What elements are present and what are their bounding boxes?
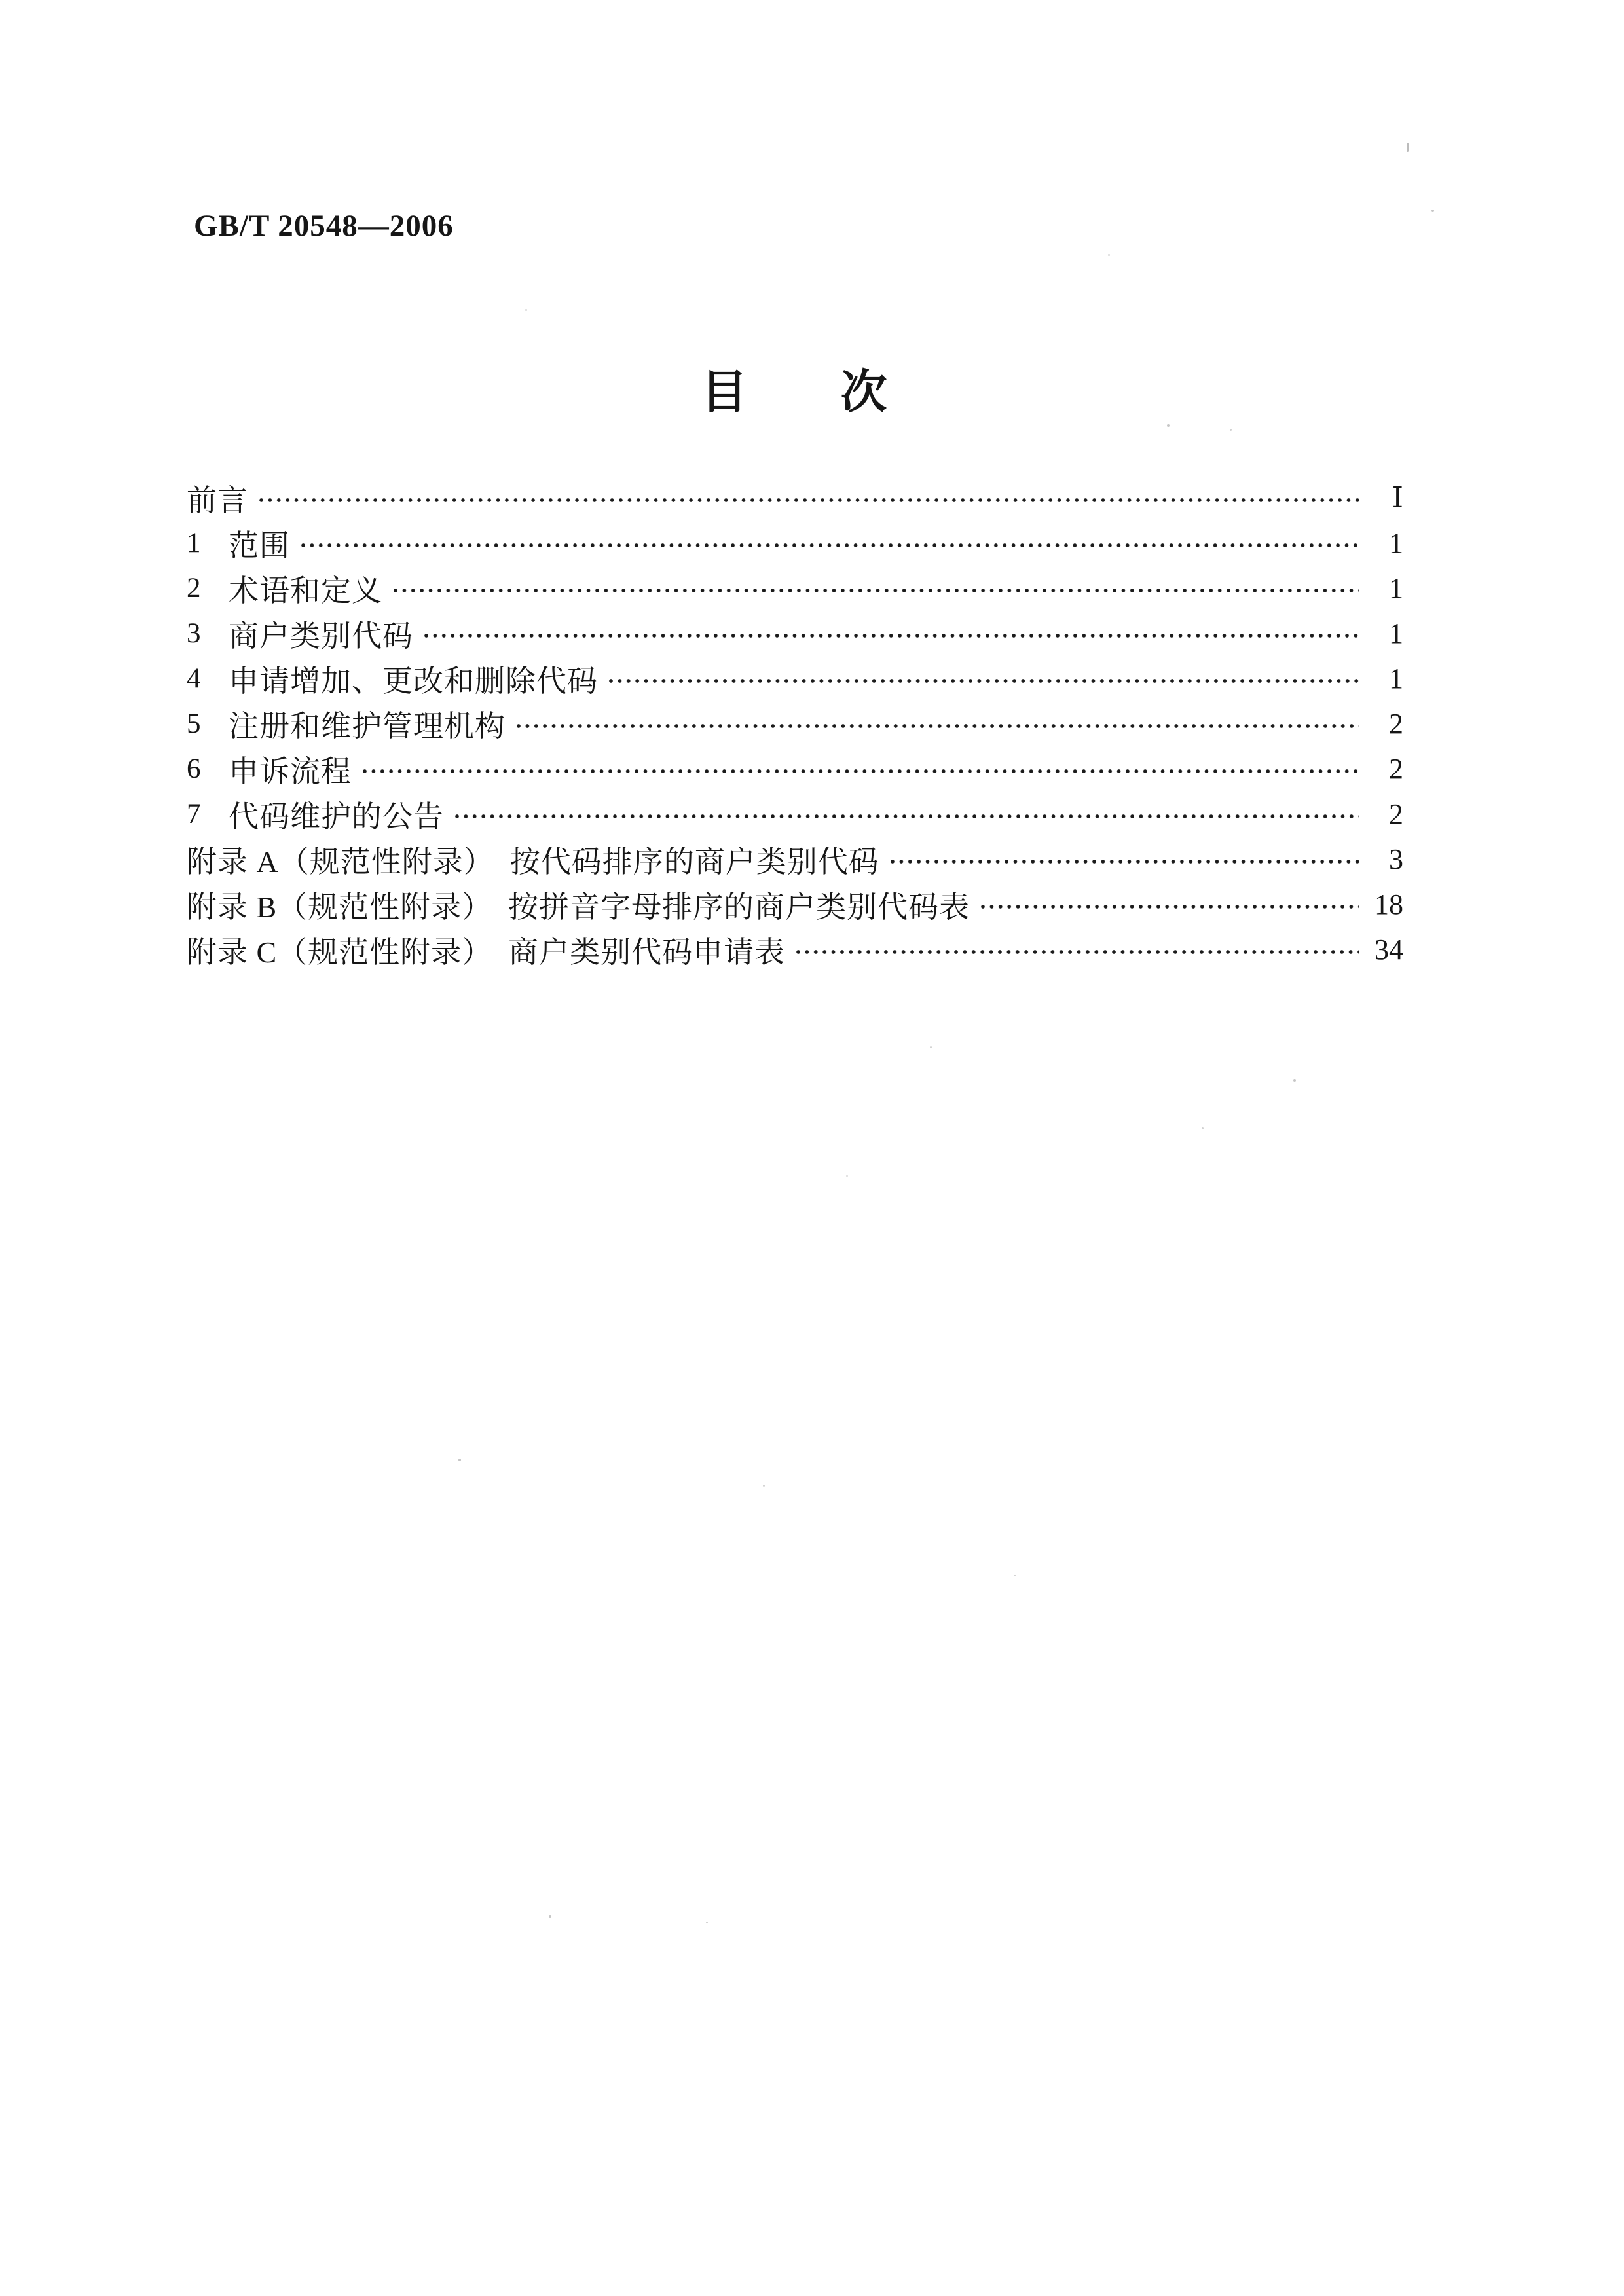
toc-entry [187,566,1403,611]
dot-leader [794,927,1359,972]
toc-entry-label: 代码维护的公告 [229,799,444,833]
scan-speck [930,1046,932,1048]
toc-entry [187,792,1403,837]
page-title: 目 次 [701,367,887,418]
toc-entry-page: 3 [1389,843,1403,875]
toc-entry-label: 附录 B（规范性附录） 按拼音字母排序的商户类别代码表 [187,890,970,924]
toc-entry-page: Ⅰ [1392,482,1403,514]
scan-speck [1431,210,1434,212]
toc-entry-number: 7 [187,799,201,829]
toc-entry-page: 1 [1389,572,1403,604]
standard-number: GB/T 20548—2006 [194,209,454,243]
toc-entry-number: 3 [187,618,201,649]
toc-entry-page: 1 [1389,617,1403,649]
toc-entry-page: 1 [1389,527,1403,559]
scan-speck [525,309,527,311]
scan-speck [1167,424,1170,427]
toc-entry [187,701,1403,746]
toc-entry [187,837,1403,882]
scan-speck [1202,1127,1204,1129]
toc-entry [187,611,1403,656]
toc-entry-label: 注册和维护管理机构 [229,709,506,743]
toc-entry-number: 5 [187,708,201,739]
toc-entry-label: 范围 [229,528,290,562]
toc-entry [187,882,1403,927]
toc-entry-page: 2 [1389,708,1403,740]
scan-speck [549,1915,551,1918]
scan-speck [763,1485,765,1487]
toc-list [187,475,1403,972]
toc-entry [187,927,1403,972]
toc-entry-number: 4 [187,663,201,694]
toc-entry-number: 6 [187,754,201,784]
toc-entry-label: 申诉流程 [229,754,352,788]
dot-leader [515,701,1359,746]
toc-entry [187,746,1403,792]
toc-entry-page: 1 [1389,663,1403,695]
scan-speck [1407,143,1409,152]
toc-entry-page: 2 [1389,798,1403,830]
dot-leader [979,882,1359,927]
dot-leader [392,566,1359,611]
scan-speck [1293,1079,1296,1082]
scan-speck [1014,1575,1016,1576]
toc-entry [187,656,1403,701]
scan-speck [458,1459,461,1461]
toc-entry-label: 附录 C（规范性附录） 商户类别代码申请表 [187,935,786,969]
scan-speck [1230,429,1232,431]
toc-entry-page: 2 [1389,753,1403,785]
dot-leader [607,656,1359,701]
toc-entry-label: 申请增加、更改和删除代码 [229,664,598,698]
dot-leader [361,746,1359,792]
toc-entry-page: 34 [1375,934,1403,966]
toc-entry-label: 术语和定义 [229,574,382,608]
dot-leader [422,611,1359,656]
toc-entry-number: 2 [187,573,201,604]
dot-leader [299,520,1359,566]
toc-entry-page: 18 [1375,888,1403,920]
toc-entry-label: 商户类别代码 [229,619,413,653]
toc-entry-label: 前言 [187,483,248,517]
toc-entry-label: 附录 A（规范性附录） 按代码排序的商户类别代码 [187,845,879,879]
scan-speck [846,1175,848,1177]
toc-entry [187,520,1403,566]
scan-speck [706,1922,708,1923]
toc-entry [187,475,1403,520]
toc-entry-number: 1 [187,528,201,558]
dot-leader [889,837,1359,882]
dot-leader [453,792,1359,837]
dot-leader [257,475,1359,520]
scan-speck [1108,254,1110,256]
